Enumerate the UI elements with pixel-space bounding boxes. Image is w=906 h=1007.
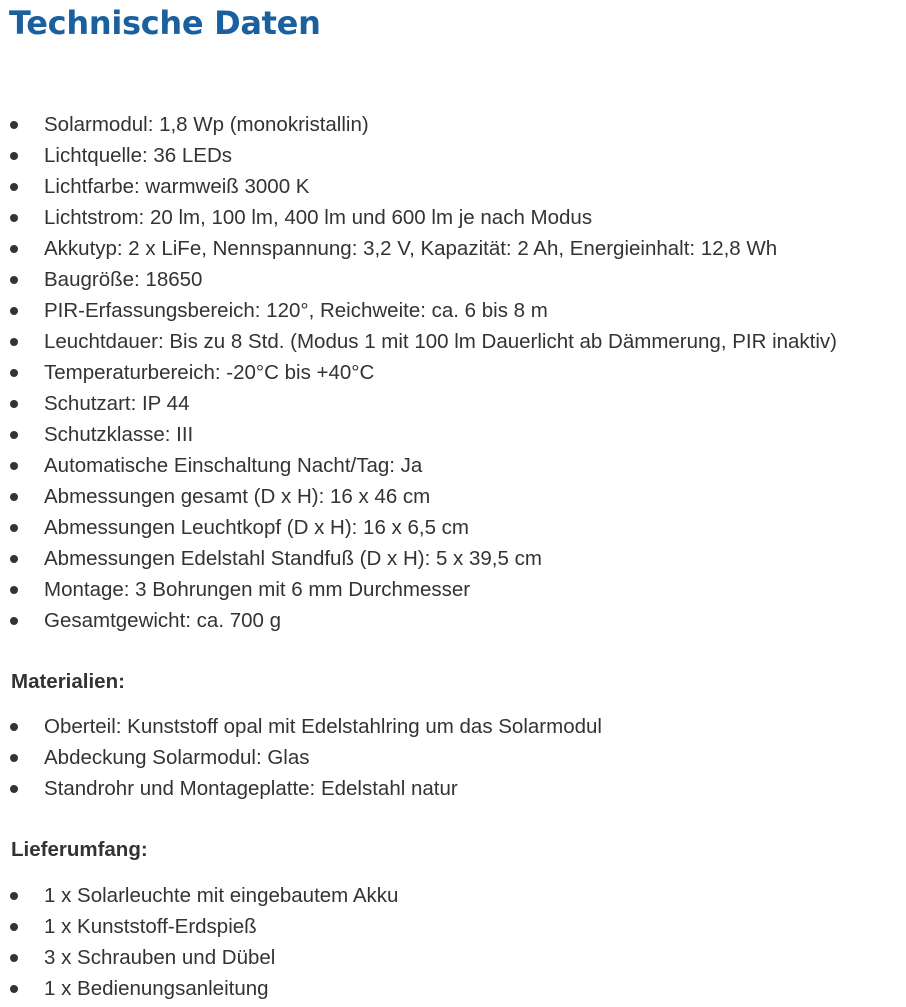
list-item: [0, 880, 398, 911]
list-item-text: Abdeckung Solarmodul: Glas: [44, 746, 310, 769]
bullet-icon: [10, 617, 18, 625]
list-item: [0, 171, 837, 202]
list-item-text: Solarmodul: 1,8 Wp (monokristallin): [44, 113, 369, 136]
list-item: [0, 357, 837, 388]
bullet-icon: [10, 892, 18, 900]
list-item: [0, 742, 602, 773]
bullet-icon: [10, 586, 18, 594]
list-item-text: 1 x Kunststoff-Erdspieß: [44, 915, 257, 938]
list-item: [0, 450, 837, 481]
list-item: [0, 911, 398, 942]
list-item: [0, 973, 398, 1004]
list-item-text: Automatische Einschaltung Nacht/Tag: Ja: [44, 454, 423, 477]
delivery-heading: Lieferumfang:: [11, 838, 148, 861]
bullet-icon: [10, 985, 18, 993]
bullet-icon: [10, 152, 18, 160]
list-item-text: PIR-Erfassungsbereich: 120°, Reichweite: ca. 6 bis 8 m: [44, 299, 548, 322]
list-item: [0, 233, 837, 264]
list-item: [0, 295, 837, 326]
list-item-text: Schutzklasse: III: [44, 423, 194, 446]
bullet-icon: [10, 785, 18, 793]
list-item-text: Lichtfarbe: warmweiß 3000 K: [44, 175, 310, 198]
materials-heading: Materialien:: [11, 670, 125, 693]
list-item: [0, 202, 837, 233]
list-item: [0, 605, 837, 636]
list-item: [0, 512, 837, 543]
list-item-text: Montage: 3 Bohrungen mit 6 mm Durchmesser: [44, 578, 471, 601]
list-item: [0, 388, 837, 419]
bullet-icon: [10, 307, 18, 315]
list-item-text: Abmessungen Leuchtkopf (D x H): 16 x 6,5 cm: [44, 516, 470, 539]
list-item-text: Schutzart: IP 44: [44, 392, 190, 415]
list-item: [0, 942, 398, 973]
list-item: [0, 264, 837, 295]
list-item: [0, 109, 837, 140]
list-item-text: Lichtquelle: 36 LEDs: [44, 144, 233, 167]
list-item-text: Leuchtdauer: Bis zu 8 Std. (Modus 1 mit 100 lm Dauerlicht ab Dämmerung, PIR inaktiv): [44, 330, 838, 353]
list-item: [0, 543, 837, 574]
bullet-icon: [10, 754, 18, 762]
list-item: [0, 481, 837, 512]
bullet-icon: [10, 400, 18, 408]
list-item: [0, 574, 837, 605]
bullet-icon: [10, 923, 18, 931]
list-item-text: Abmessungen Edelstahl Standfuß (D x H): 5 x 39,5 cm: [44, 547, 542, 570]
bullet-icon: [10, 214, 18, 222]
page-title: Technische Daten: [9, 4, 321, 42]
delivery-list: [0, 880, 398, 1004]
list-item: [0, 711, 602, 742]
bullet-icon: [10, 183, 18, 191]
list-item-text: 3 x Schrauben und Dübel: [44, 946, 276, 969]
bullet-icon: [10, 524, 18, 532]
bullet-icon: [10, 462, 18, 470]
specs-list: [0, 109, 837, 636]
list-item-text: 1 x Solarleuchte mit eingebautem Akku: [44, 884, 399, 907]
list-item-text: Oberteil: Kunststoff opal mit Edelstahlring um das Solarmodul: [44, 715, 602, 738]
bullet-icon: [10, 245, 18, 253]
list-item: [0, 419, 837, 450]
list-item-text: Akkutyp: 2 x LiFe, Nennspannung: 3,2 V, Kapazität: 2 Ah, Energieinhalt: 12,8 Wh: [44, 237, 778, 260]
bullet-icon: [10, 276, 18, 284]
list-item-text: Baugröße: 18650: [44, 268, 203, 291]
list-item: [0, 140, 837, 171]
bullet-icon: [10, 954, 18, 962]
bullet-icon: [10, 431, 18, 439]
bullet-icon: [10, 555, 18, 563]
list-item-text: Abmessungen gesamt (D x H): 16 x 46 cm: [44, 485, 431, 508]
list-item-text: 1 x Bedienungsanleitung: [44, 977, 269, 1000]
bullet-icon: [10, 369, 18, 377]
bullet-icon: [10, 493, 18, 501]
materials-list: [0, 711, 602, 804]
list-item-text: Lichtstrom: 20 lm, 100 lm, 400 lm und 600 lm je nach Modus: [44, 206, 593, 229]
list-item-text: Temperaturbereich: -20°C bis +40°C: [44, 361, 375, 384]
bullet-icon: [10, 121, 18, 129]
list-item: [0, 326, 837, 357]
list-item-text: Gesamtgewicht: ca. 700 g: [44, 609, 282, 632]
list-item-text: Standrohr und Montageplatte: Edelstahl natur: [44, 777, 458, 800]
bullet-icon: [10, 723, 18, 731]
list-item: [0, 773, 602, 804]
bullet-icon: [10, 338, 18, 346]
